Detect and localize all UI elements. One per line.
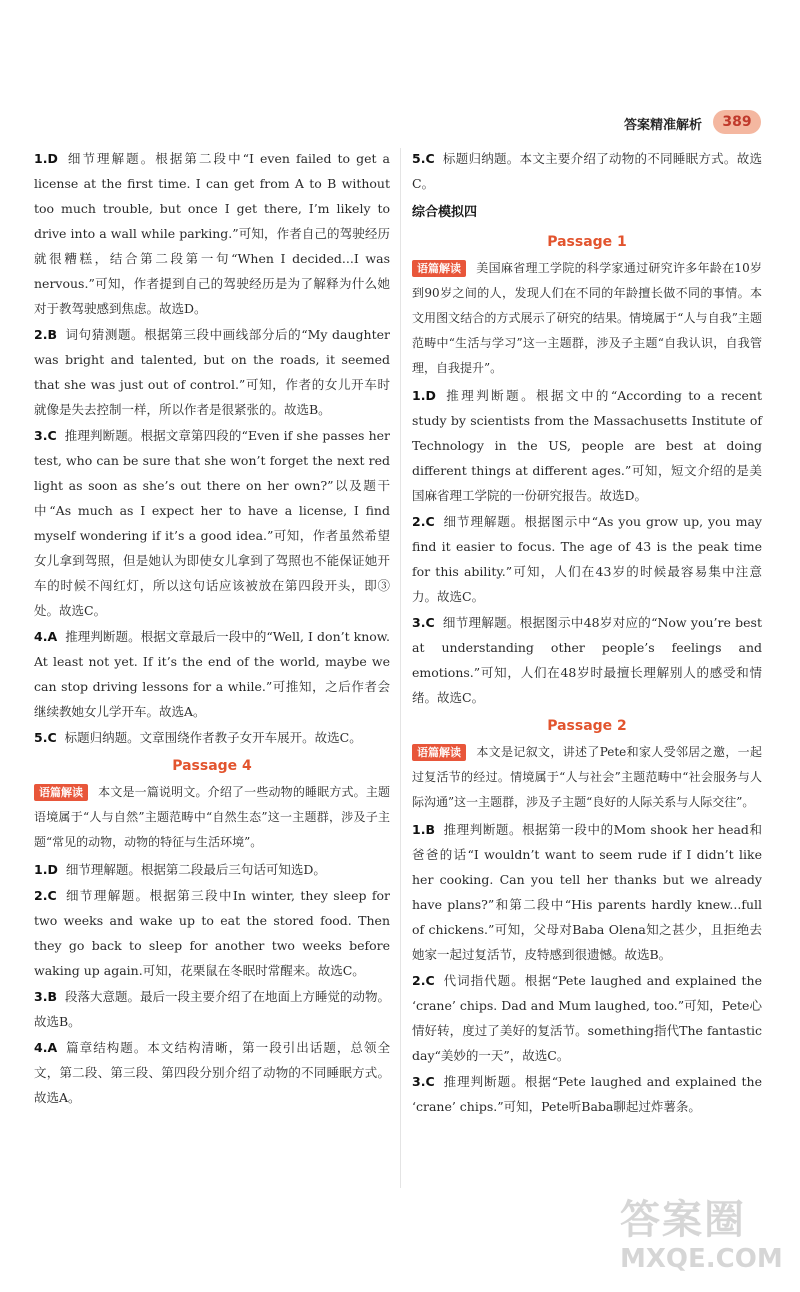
- answer-number: 4.A: [34, 629, 58, 644]
- answer-list: [34, 857, 390, 1110]
- left-column: [34, 146, 390, 1111]
- answer-number: 3.C: [412, 1074, 435, 1089]
- answer-number: 1.D: [412, 388, 436, 403]
- answer-explanation: 细节理解题。根据第二段最后三句话可知选D。: [65, 862, 326, 877]
- answer-explanation: 推理判断题。根据文章第四段的“Even if she passes her test, who can be sure that she won’t forget the next red light as soon as she’s out there on her own?”以及题干中“As much as I expect her to have a license, I find myself wondering if it’s a good idea.”可知，作者虽然希望女儿拿到驾照，但是她认为即使女儿拿到了驾照也不能保证她开车的时候不闯红灯，所以这句话应该被放在第四段开头，即③处。故选C。: [34, 428, 390, 618]
- answer-explanation: 推理判断题。根据文章最后一段中的“Well, I don’t know. At least not yet. If it’s the end of the world, maybe we can stop driving lessons for a while.”可推知，之后作者会继续教她女儿学开车。故选A。: [34, 629, 390, 719]
- answer-number: 1.D: [34, 151, 58, 166]
- reading-badge: 语篇解读: [34, 784, 88, 801]
- answer-explanation: 细节理解题。根据图示中48岁对应的“Now you’re best at understanding other people’s feelings and emotions.”可知，人们在48岁时最擅长理解别人的感受和情绪。故选C。: [412, 615, 762, 705]
- answer-item: [412, 383, 762, 508]
- answer-explanation: 标题归纳题。文章围绕作者教子女开车展开。故选C。: [64, 730, 362, 745]
- answer-item: [34, 146, 390, 321]
- intro-text: 美国麻省理工学院的科学家通过研究许多年龄在10岁到90岁之间的人，发现人们在不同的年龄擅长做不同的事情。本文用图文结合的方式展示了研究的结果。情境属于“人与自我”主题范畴中“生活与学习”这一主题群，涉及子主题“自我认识，自我管理，自我提升”。: [412, 261, 762, 375]
- reading-badge: 语篇解读: [412, 260, 466, 277]
- answer-item: [412, 817, 762, 967]
- answer-item: [34, 725, 390, 750]
- page-header: [0, 110, 800, 140]
- answer-item: [412, 610, 762, 710]
- answer-list: [412, 146, 762, 196]
- answer-explanation: 段落大意题。最后一段主要介绍了在地面上方睡觉的动物。故选B。: [34, 989, 390, 1029]
- answer-explanation: 细节理解题。根据第三段中In winter, they sleep for two weeks and wake up to eat the stored food. Then they go back to sleep for another two weeks before waking up again.可知，花栗鼠在冬眠时常醒来。故选C。: [34, 888, 390, 978]
- answer-number: 2.C: [412, 514, 435, 529]
- answer-number: 3.C: [412, 615, 435, 630]
- passage-intro: [412, 740, 762, 815]
- answer-explanation: 推理判断题。根据第一段中的Mom shook her head和爸爸的话“I wouldn’t want to seem rude if I didn’t like her cooking. Can you tell her thanks but we already have plans?”和第二段中“His parents hardly knew...full of chickens.”可知，父母对Baba Olena知之甚少，且拒绝去她家一起过复活节，皮特感到很遗憾。故选B。: [412, 822, 762, 962]
- answer-number: 1.B: [412, 822, 435, 837]
- answer-number: 5.C: [34, 730, 57, 745]
- column-divider: [400, 148, 401, 1188]
- answer-number: 2.C: [412, 973, 435, 988]
- watermark-url: MXQE.COM: [620, 1244, 783, 1274]
- answer-list: [34, 146, 390, 750]
- answer-item: [412, 1069, 762, 1119]
- answer-item: [34, 322, 390, 422]
- answer-explanation: 词句猜测题。根据第三段中画线部分后的“My daughter was bright and talented, but on the roads, it seemed that she was just out of control.”可知，作者的女儿开车时就像是失去控制一样，所以作者是很紧张的。故选B。: [34, 327, 390, 417]
- passage-title: Passage 4: [172, 758, 252, 774]
- answer-item: [412, 509, 762, 609]
- answer-number: 4.A: [34, 1040, 58, 1055]
- answer-explanation: 标题归纳题。本文主要介绍了动物的不同睡眠方式。故选C。: [412, 151, 762, 191]
- answer-explanation: 推理判断题。根据“Pete laughed and explained the ‘crane’ chips.”可知，Pete听Baba聊起过炸薯条。: [412, 1074, 762, 1114]
- answer-explanation: 推理判断题。根据文中的“According to a recent study by scientists from the Massachusetts Institute of Technology in the US, people are best at doing different things at different ages.”可知，短文介绍的是美国麻省理工学院的一份研究报告。故选D。: [412, 388, 762, 503]
- right-column: [412, 146, 762, 1120]
- answer-list: [412, 817, 762, 1119]
- answer-item: [34, 423, 390, 623]
- answer-explanation: 细节理解题。根据图示中“As you grow up, you may find it easier to focus. The age of 43 is the peak time for this ability.”可知，人们在43岁的时候最容易集中注意力。故选C。: [412, 514, 762, 604]
- passage-title: Passage 1: [547, 234, 627, 250]
- reading-badge: 语篇解读: [412, 744, 466, 761]
- watermark-text: 答案圈: [620, 1197, 746, 1243]
- answer-item: [34, 883, 390, 983]
- intro-text: 本文是记叙文，讲述了Pete和家人受邻居之邀，一起过复活节的经过。情境属于“人与社会”主题范畴中“社会服务与人际沟通”这一主题群，涉及子主题“良好的人际关系与人际交往”。: [412, 745, 762, 809]
- answer-number: 2.B: [34, 327, 57, 342]
- passage-intro: [412, 256, 762, 381]
- answer-number: 5.C: [412, 151, 435, 166]
- answer-item: [34, 857, 390, 882]
- header-title: 答案精准解析: [624, 118, 703, 133]
- answer-item: [412, 968, 762, 1068]
- intro-text: 本文是一篇说明文。介绍了一些动物的睡眠方式。主题语境属于“人与自然”主题范畴中“自然生态”这一主题群，涉及子主题“常见的动物，动物的特征与生活环境”。: [34, 785, 390, 849]
- answer-number: 1.D: [34, 862, 58, 877]
- answer-number: 3.B: [34, 989, 57, 1004]
- watermark-logo: [620, 1196, 790, 1286]
- answer-list: [412, 383, 762, 710]
- answer-number: 2.C: [34, 888, 57, 903]
- answer-number: 3.C: [34, 428, 57, 443]
- answer-explanation: 代词指代题。根据“Pete laughed and explained the ‘crane’ chips. Dad and Mum laughed, too.”可知，Pete心情好转，度过了美好的复活节。something指代The fantastic day“美妙的一天”，故选C。: [412, 973, 762, 1063]
- passage-title: Passage 2: [547, 718, 627, 734]
- answer-item: [412, 146, 762, 196]
- answer-explanation: 篇章结构题。本文结构清晰，第一段引出话题，总领全文，第二段、第三段、第四段分别介绍了动物的不同睡眠方式。故选A。: [34, 1040, 390, 1105]
- page-number: 389: [713, 110, 761, 134]
- answer-explanation: 细节理解题。根据第二段中“I even failed to get a license at the first time. I can get from A to B without too much trouble, but once I get there, I’m likely to drive into a wall while parking.”可知，作者自己的驾驶经历就很糟糕，结合第二段第一句“When I decided...I was nervous.”可知，作者提到自己的驾驶经历是为了解释为什么她对于教驾驶感到焦虑。故选D。: [34, 151, 390, 316]
- answer-item: [34, 984, 390, 1034]
- answer-item: [34, 1035, 390, 1110]
- section-title: 综合模拟四: [412, 205, 478, 220]
- answer-item: [34, 624, 390, 724]
- passage-intro: [34, 780, 390, 855]
